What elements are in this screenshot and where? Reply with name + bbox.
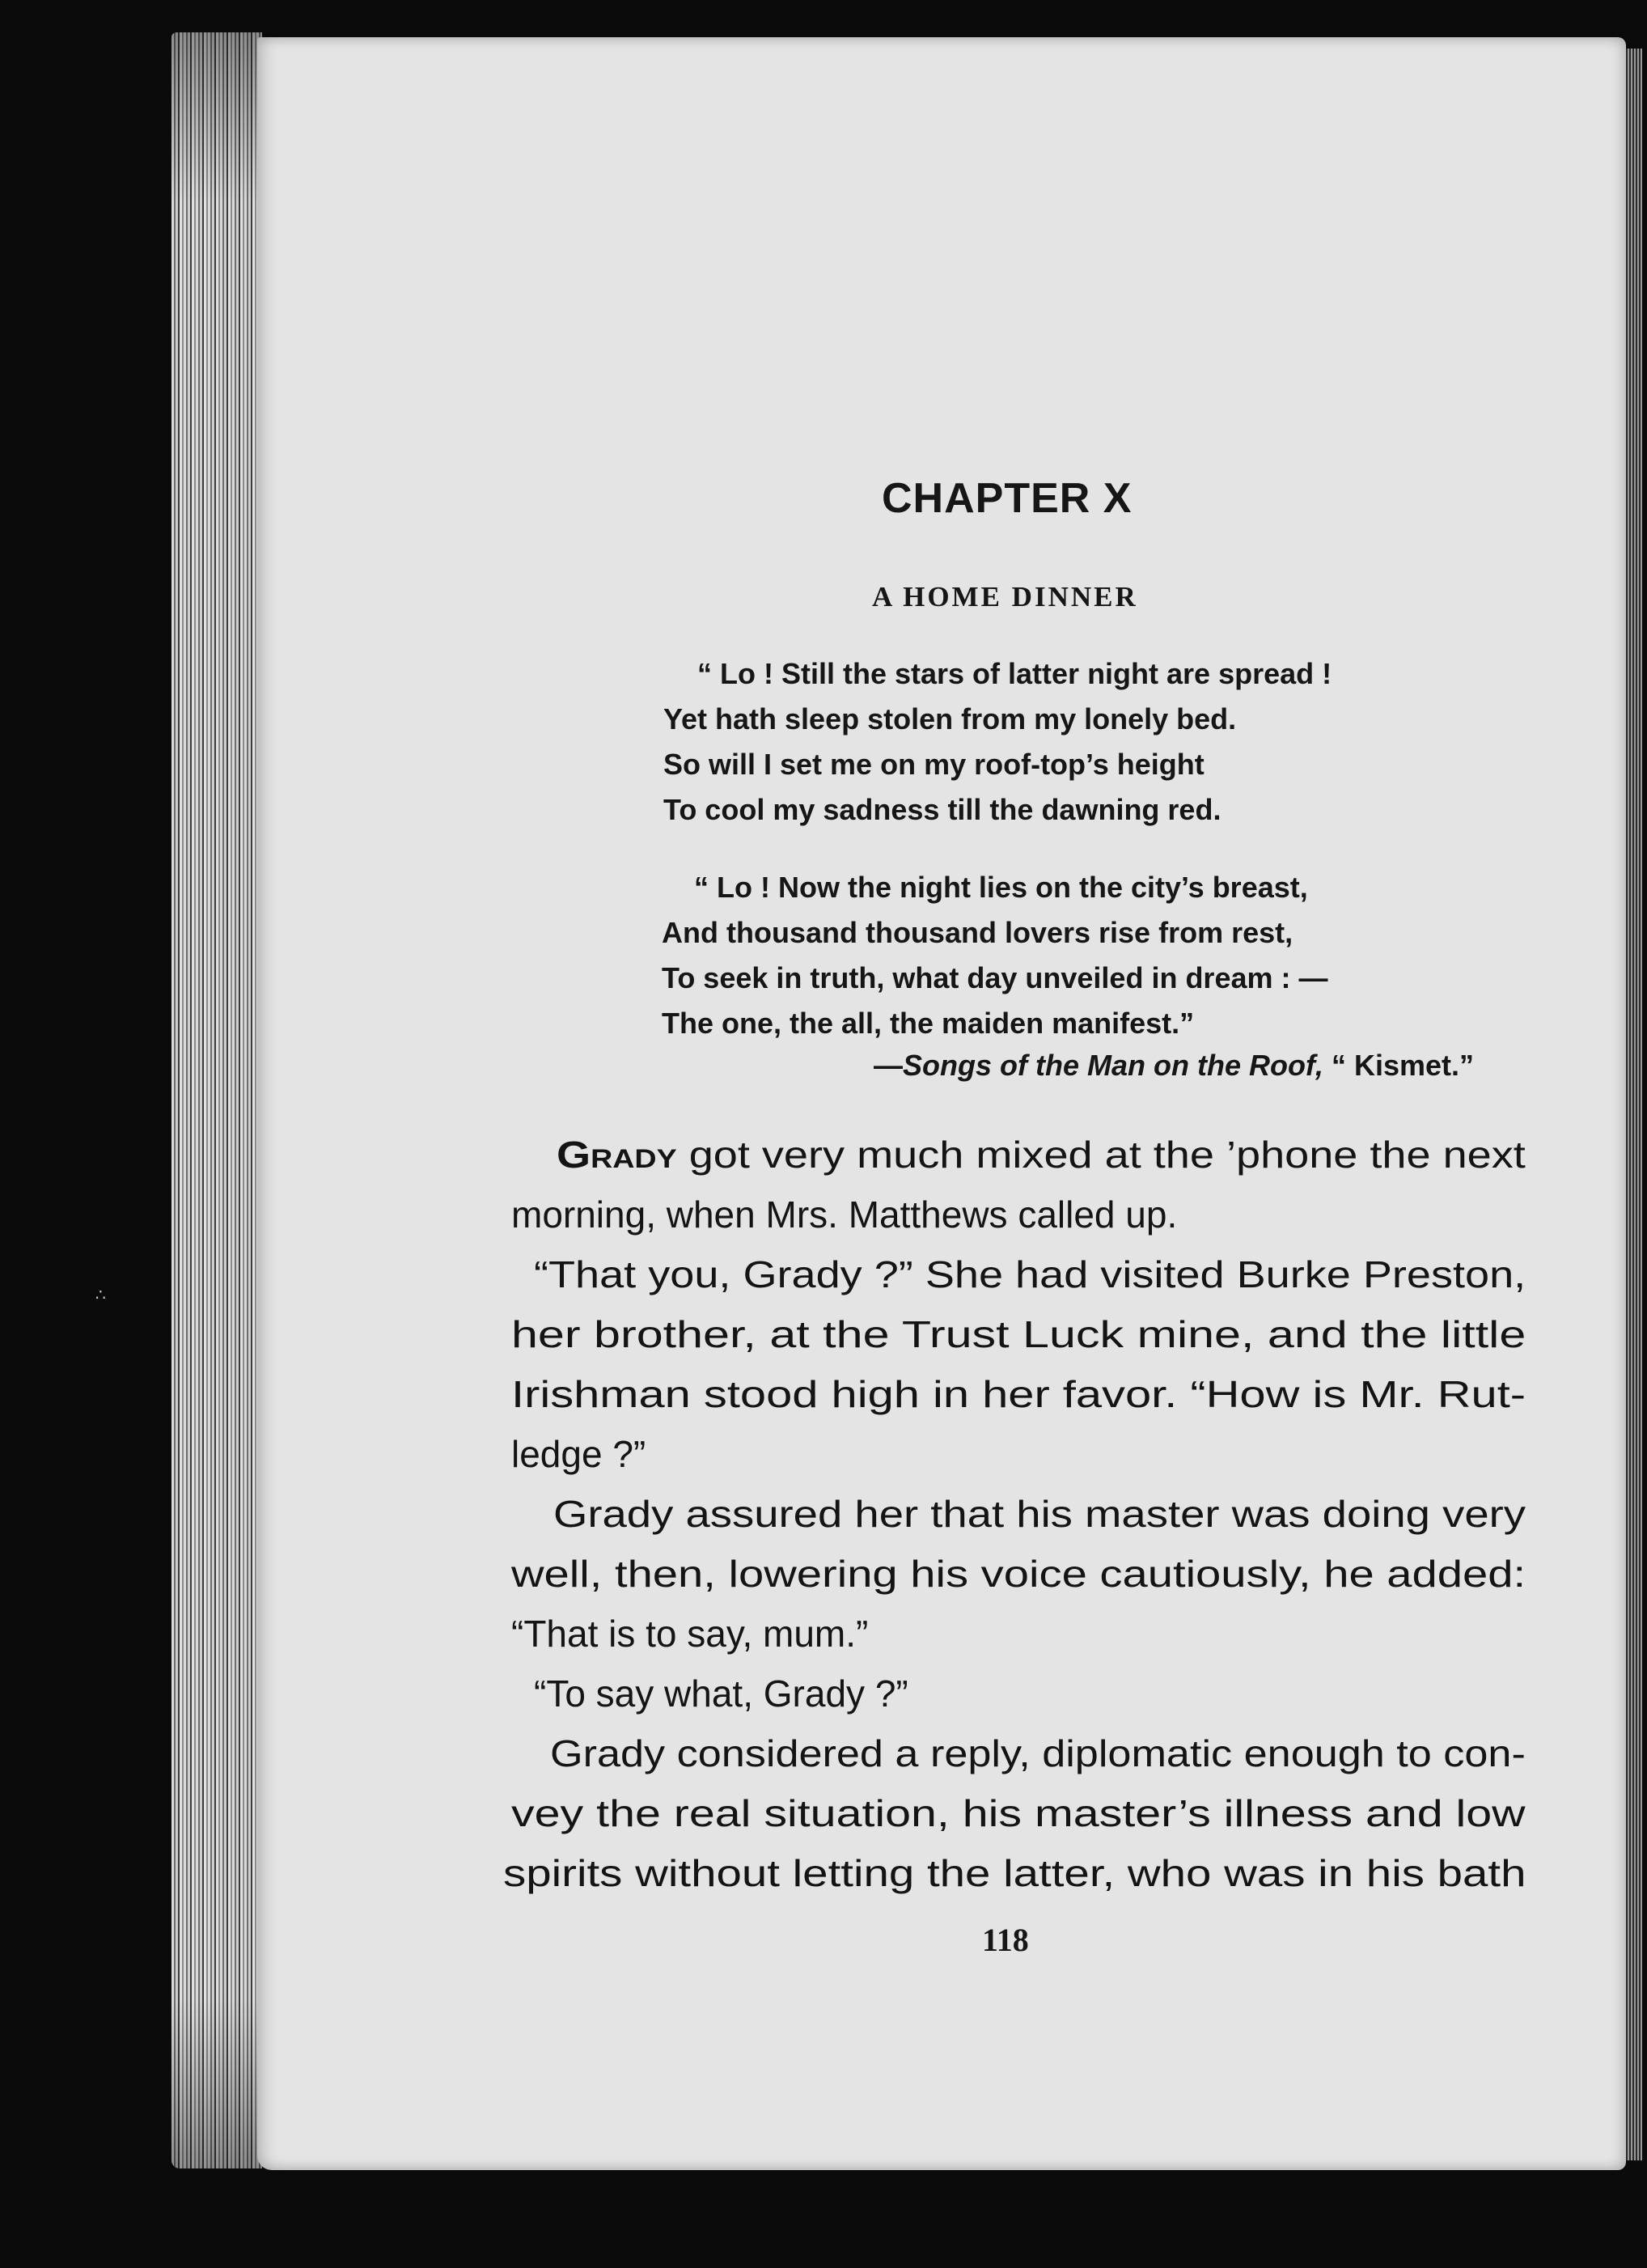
body-line: Grady considered a reply, diplomatic enough to con- — [550, 1732, 1526, 1774]
body-line-text: got very much mixed at the ’phone the next — [676, 1134, 1526, 1176]
body-first-word: Grady — [557, 1134, 677, 1176]
attribution-dash: — — [874, 1049, 903, 1082]
chapter-title: CHAPTER X — [882, 475, 1133, 522]
epigraph-line: “ Lo ! Now the night lies on the city’s breast, — [694, 871, 1308, 904]
epigraph-line: To seek in truth, what day unveiled in dream : — — [662, 961, 1328, 994]
epigraph-attribution — [874, 1049, 1474, 1083]
body-line: ledge ?” — [511, 1433, 646, 1475]
margin-mark: ∴ — [95, 1285, 106, 1304]
epigraph-line: The one, the all, the maiden manifest.” — [662, 1007, 1195, 1040]
epigraph-line: “ Lo ! Still the stars of latter night are spread ! — [697, 657, 1332, 690]
body-line: vey the real situation, his master’s illness and low — [511, 1792, 1526, 1834]
body-line: spirits without letting the latter, who was in his bath — [503, 1852, 1526, 1894]
body-line: well, then, lowering his voice cautiously, he added: — [511, 1553, 1526, 1595]
body-line: Irishman stood high in her favor. “How is Mr. Rut- — [511, 1373, 1526, 1415]
body-line: “That is to say, mum.” — [511, 1613, 869, 1655]
body-line: her brother, at the Trust Luck mine, and the little — [511, 1313, 1526, 1355]
epigraph-line: To cool my sadness till the dawning red. — [663, 793, 1221, 826]
attribution-source: Songs of the Man on the Roof, — [903, 1049, 1323, 1082]
body-line: “That you, Grady ?” She had visited Burke Preston, — [534, 1253, 1526, 1295]
body-line — [557, 1133, 1526, 1176]
book-right-edge — [1624, 49, 1642, 2160]
book-page-edges-shade — [171, 32, 262, 2168]
epigraph-line: So will I set me on my roof-top’s height — [663, 748, 1205, 781]
page-number: 118 — [982, 1922, 1029, 1958]
book-page — [257, 37, 1626, 2170]
attribution-title: “ Kismet.” — [1323, 1049, 1474, 1082]
body-line: “To say what, Grady ?” — [534, 1672, 908, 1715]
body-line: morning, when Mrs. Matthews called up. — [511, 1193, 1178, 1236]
epigraph-line: And thousand thousand lovers rise from rest, — [662, 916, 1293, 949]
chapter-subtitle: A HOME DINNER — [872, 581, 1138, 613]
body-line: Grady assured her that his master was doing very — [553, 1493, 1526, 1535]
epigraph-line: Yet hath sleep stolen from my lonely bed. — [663, 702, 1237, 736]
